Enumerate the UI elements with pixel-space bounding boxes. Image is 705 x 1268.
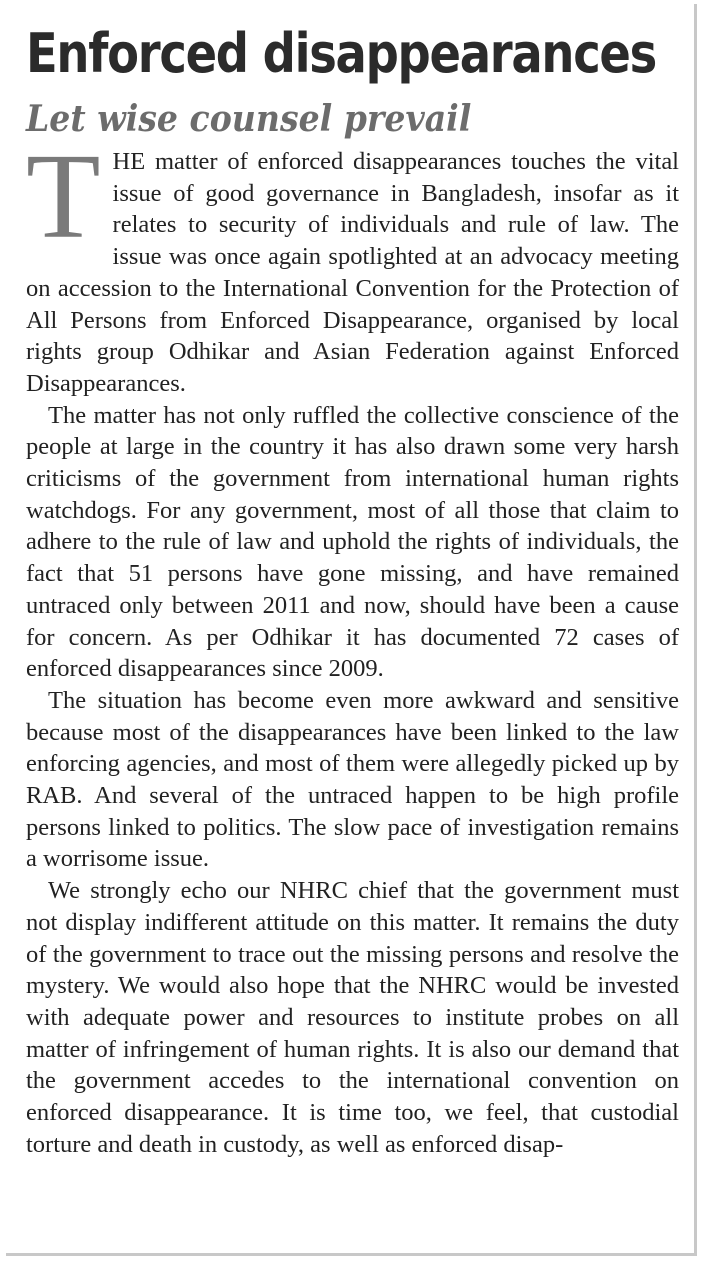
paragraph-4: We strongly echo our NHRC chief that the government must not display indifferent attitude on this matter. It remains the duty of the government to trace out the missing persons and resolve the mystery. We would also hope that the NHRC would be invested with adequate power and resources to institute probes on all matter of infringement of human rights. It is also our demand that the government accedes to the international convention on enforced disappearance. It is time too, we feel, that custodial torture and death in custody, as well as enforced disap- [26, 877, 679, 1158]
headline: Enforced disappearances [26, 22, 657, 85]
article-body [26, 129, 679, 1161]
paragraph-1 [26, 129, 679, 400]
paragraph-1-text: HE matter of enforced disappearances touches the vital issue of good governance in Bangladesh, insofar as it relates to security of individuals and rule of law. The issue was once again spotlighted at an advocacy meeting on accession to the International Convention for the Protection of All Persons from Enforced Disappearance, organised by local rights group Odhikar and Asian Federation against Enforced Disappearances. [26, 148, 679, 397]
subheadline: Let wise counsel prevail [26, 98, 472, 140]
newspaper-clipping [6, 4, 697, 1256]
paragraph-2: The matter has not only ruffled the collective conscience of the people at large in the country it has also drawn some very harsh criticisms of the government from international human rights watchdogs. For any government, most of all those that claim to adhere to the rule of law and uphold the rights of individuals, the fact that 51 persons have gone missing, and have remained untraced only between 2011 and now, should have been a cause for concern. As per Odhikar it has documented 72 cases of enforced disappearances since 2009. [26, 401, 679, 683]
drop-cap: T [26, 129, 101, 264]
paragraph-3: The situation has become even more awkward and sensitive because most of the disappearances have been linked to the law enforcing agencies, and most of them were allegedly picked up by RAB. And several of the untraced happen to be high profile persons linked to politics. The slow pace of investigation remains a worrisome issue. [26, 686, 679, 873]
